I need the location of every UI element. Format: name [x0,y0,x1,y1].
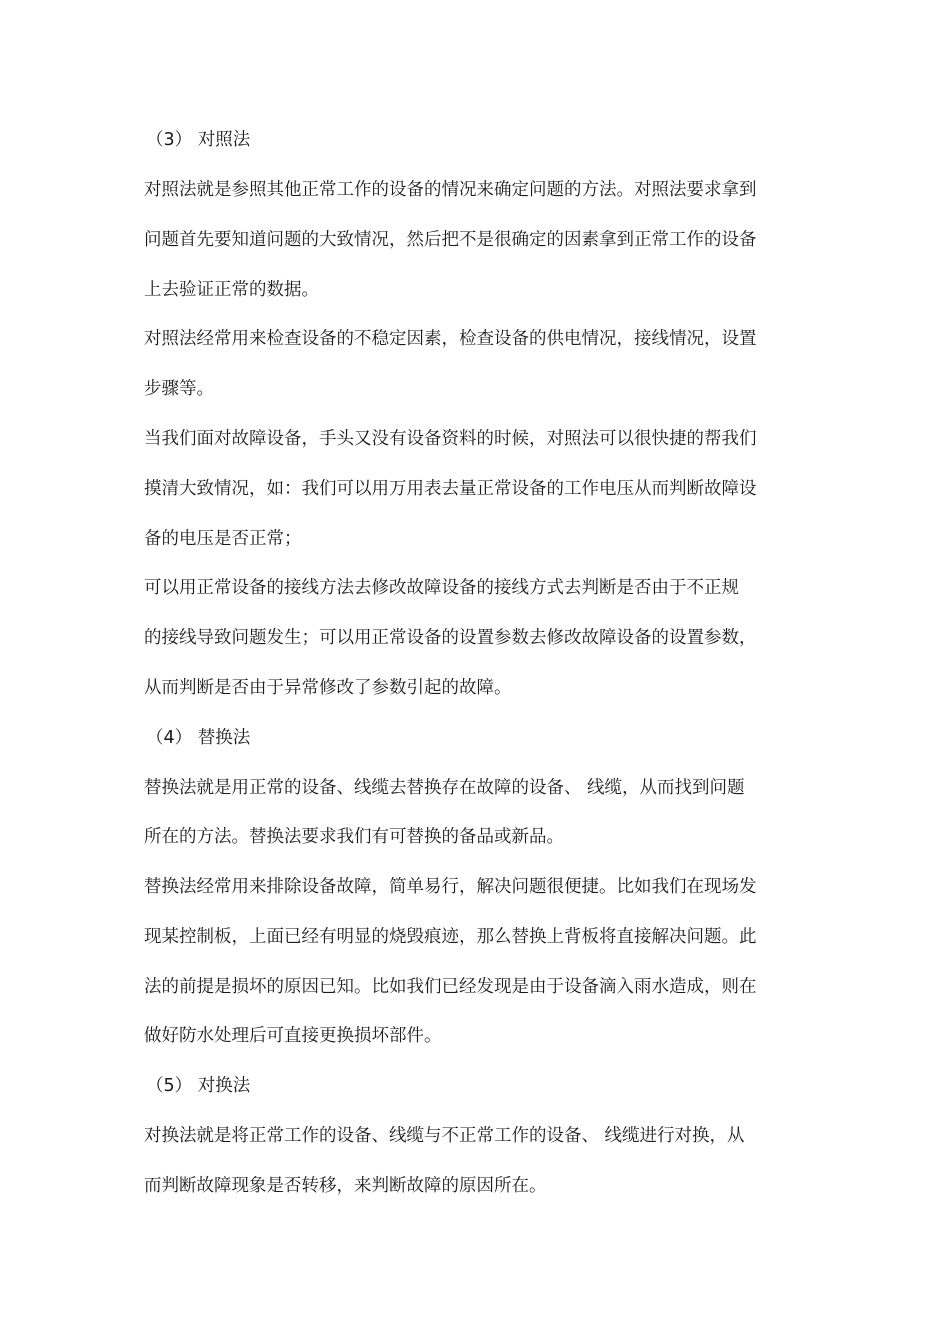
paragraph-line: 对换法就是将正常工作的设备、线缆与不正常工作的设备、 线缆进行对换，从 [144,1126,745,1146]
paragraph-line: 而判断故障现象是否转移，来判断故障的原因所在。 [144,1176,547,1196]
paragraph-line: 可以用正常设备的接线方法去修改故障设备的接线方式去判断是否由于不正规 [144,578,739,598]
paragraph-line: 做好防水处理后可直接更换损坏部件。 [144,1026,442,1046]
section-heading-swap-method: （5） 对换法 [146,1076,251,1096]
paragraph-line: 法的前提是损坏的原因已知。比如我们已经发现是由于设备滴入雨水造成，则在 [144,977,757,997]
paragraph-line: 替换法经常用来排除设备故障，简单易行，解决问题很便捷。比如我们在现场发 [144,877,757,897]
paragraph-line: 替换法就是用正常的设备、线缆去替换存在故障的设备、 线缆，从而找到问题 [144,778,745,798]
paragraph-line: 所在的方法。替换法要求我们有可替换的备品或新品。 [144,827,564,847]
paragraph-line: 对照法就是参照其他正常工作的设备的情况来确定问题的方法。对照法要求拿到 [144,180,757,200]
paragraph-line: 上去验证正常的数据。 [144,280,319,300]
section-heading-comparison-method: （3） 对照法 [146,130,251,150]
paragraph-line: 对照法经常用来检查设备的不稳定因素，检查设备的供电情况，接线情况，设置 [144,329,757,349]
paragraph-line: 当我们面对故障设备，手头又没有设备资料的时候，对照法可以很快捷的帮我们 [144,429,757,449]
paragraph-line: 问题首先要知道问题的大致情况，然后把不是很确定的因素拿到正常工作的设备 [144,230,757,250]
paragraph-line: 备的电压是否正常； [144,529,302,549]
section-heading-replacement-method: （4） 替换法 [146,728,251,748]
paragraph-line: 摸清大致情况，如：我们可以用万用表去量正常设备的工作电压从而判断故障设 [144,479,757,499]
paragraph-line: 的接线导致问题发生；可以用正常设备的设置参数去修改故障设备的设置参数， [144,628,757,648]
paragraph-line: 从而判断是否由于异常修改了参数引起的故障。 [144,678,512,698]
paragraph-line: 步骤等。 [144,379,214,399]
paragraph-line: 现某控制板，上面已经有明显的烧毁痕迹，那么替换上背板将直接解决问题。此 [144,927,757,947]
